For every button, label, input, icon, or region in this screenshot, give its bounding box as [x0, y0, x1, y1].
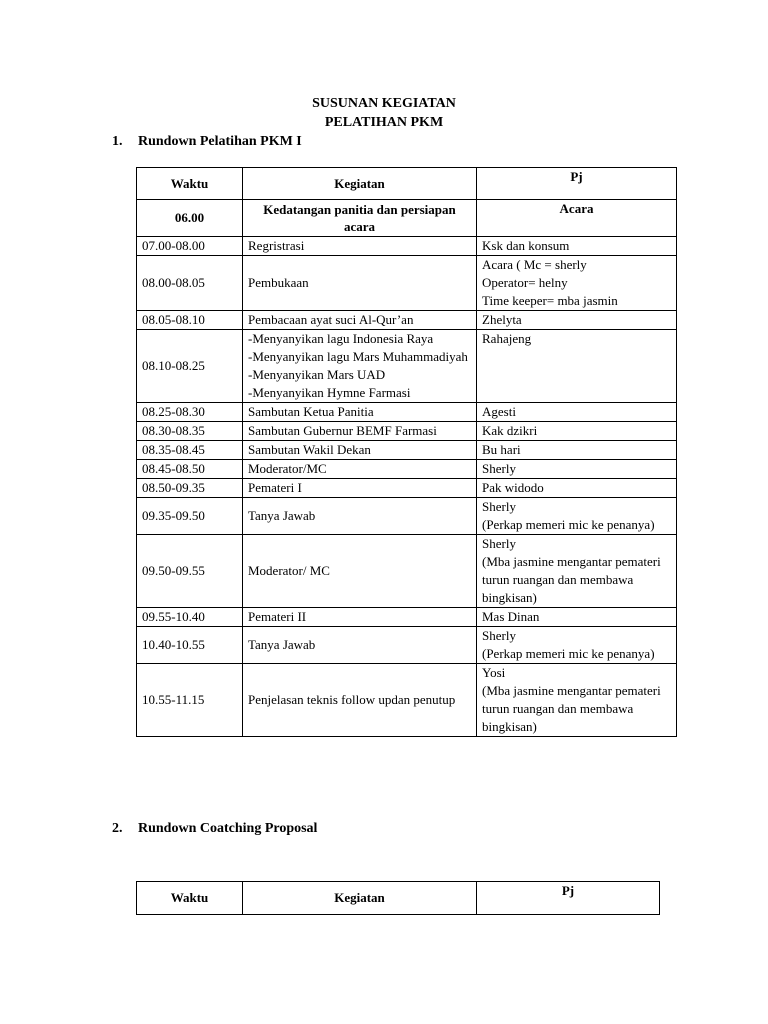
- pj-line: Pak widodo: [482, 480, 544, 495]
- kegiatan-line: Regristrasi: [248, 238, 305, 253]
- cell-kegiatan: [243, 460, 477, 479]
- kegiatan-line: -Menyanyikan lagu Indonesia Raya: [248, 331, 434, 346]
- cell-waktu: 10.40-10.55: [137, 627, 243, 664]
- pj-line: Ksk dan konsum: [482, 238, 570, 253]
- cell-waktu: 08.10-08.25: [137, 330, 243, 403]
- table2-header-waktu: Waktu: [137, 882, 243, 915]
- cell-kegiatan: [243, 403, 477, 422]
- kegiatan-line: Pemateri I: [248, 480, 302, 495]
- kegiatan-line: Penjelasan teknis follow updan penutup: [248, 692, 456, 707]
- cell-pj: [477, 330, 677, 403]
- pj-line: (Mba jasmine mengantar pemateri turun ruangan dan membawa bingkisan): [482, 683, 661, 734]
- table2-header-pj: Pj: [477, 882, 660, 915]
- pj-line: (Perkap memeri mic ke penanya): [482, 517, 655, 532]
- table-row: [137, 422, 677, 441]
- table-row: [137, 664, 677, 737]
- cell-waktu: 09.35-09.50: [137, 498, 243, 535]
- pj-line: Bu hari: [482, 442, 521, 457]
- kegiatan-line: Moderator/MC: [248, 461, 327, 476]
- kegiatan-line: -Menyanyikan Hymne Farmasi: [248, 385, 411, 400]
- cell-pj: [477, 311, 677, 330]
- kegiatan-line: Pembukaan: [248, 275, 309, 290]
- cell-waktu: 08.50-09.35: [137, 479, 243, 498]
- cell-waktu: 09.50-09.55: [137, 535, 243, 608]
- pj-line: Yosi: [482, 665, 506, 680]
- cell-kegiatan: [243, 256, 477, 311]
- rundown-table-2: [136, 881, 660, 915]
- cell-pj: [477, 498, 677, 535]
- cell-pj: [477, 535, 677, 608]
- kegiatan-line: Sambutan Gubernur BEMF Farmasi: [248, 423, 437, 438]
- cell-pj: [477, 460, 677, 479]
- table2-header-kegiatan: Kegiatan: [243, 882, 477, 915]
- cell-kegiatan: [243, 535, 477, 608]
- cell-waktu: 07.00-08.00: [137, 237, 243, 256]
- header-kegiatan: Kegiatan: [243, 168, 477, 200]
- kegiatan-line: Pembacaan ayat suci Al-Qur’an: [248, 312, 414, 327]
- pj-line: Time keeper= mba jasmin: [482, 293, 618, 308]
- table-row: [137, 330, 677, 403]
- cell-kegiatan: [243, 330, 477, 403]
- table-row: [137, 627, 677, 664]
- kegiatan-line: Sambutan Wakil Dekan: [248, 442, 371, 457]
- pj-line: Sherly: [482, 499, 516, 514]
- cell-kegiatan: [243, 627, 477, 664]
- cell-waktu: 08.25-08.30: [137, 403, 243, 422]
- pj-line: Sherly: [482, 536, 516, 551]
- cell-kegiatan: [243, 664, 477, 737]
- table-row: [137, 535, 677, 608]
- kegiatan-line: -Menyanyikan lagu Mars Muhammadiyah: [248, 349, 468, 364]
- subheader-kegiatan: Kedatangan panitia dan persiapan acara: [243, 200, 477, 237]
- pj-line: Sherly: [482, 628, 516, 643]
- pj-line: Kak dzikri: [482, 423, 538, 438]
- section1-number: 1.: [112, 134, 123, 149]
- header-pj: Pj: [477, 168, 677, 200]
- cell-kegiatan: [243, 498, 477, 535]
- kegiatan-line: -Menyanyikan Mars UAD: [248, 367, 386, 382]
- cell-pj: [477, 627, 677, 664]
- cell-pj: [477, 422, 677, 441]
- cell-waktu: 10.55-11.15: [137, 664, 243, 737]
- pj-line: (Perkap memeri mic ke penanya): [482, 646, 655, 661]
- cell-pj: [477, 608, 677, 627]
- kegiatan-line: Pemateri II: [248, 609, 307, 624]
- cell-waktu: 08.45-08.50: [137, 460, 243, 479]
- cell-pj: [477, 664, 677, 737]
- pj-line: Zhelyta: [482, 312, 522, 327]
- cell-kegiatan: [243, 608, 477, 627]
- subheader-row: [137, 200, 677, 237]
- cell-pj: [477, 441, 677, 460]
- table-row: [137, 237, 677, 256]
- cell-waktu: 08.30-08.35: [137, 422, 243, 441]
- cell-kegiatan: [243, 441, 477, 460]
- table-row: [137, 479, 677, 498]
- document-subtitle: PELATIHAN PKM: [324, 115, 444, 130]
- pj-line: (Mba jasmine mengantar pemateri turun ruangan dan membawa bingkisan): [482, 554, 661, 605]
- kegiatan-line: Tanya Jawab: [248, 508, 316, 523]
- section2-title: Rundown Coatching Proposal: [138, 821, 318, 836]
- subheader-waktu: 06.00: [137, 200, 243, 237]
- cell-waktu: 08.35-08.45: [137, 441, 243, 460]
- section1-title: Rundown Pelatihan PKM I: [138, 134, 302, 149]
- kegiatan-line: Tanya Jawab: [248, 637, 316, 652]
- table-row: [137, 608, 677, 627]
- table-row: [137, 498, 677, 535]
- table-row: [137, 441, 677, 460]
- pj-line: Sherly: [482, 461, 516, 476]
- cell-kegiatan: [243, 237, 477, 256]
- pj-line: Operator= helny: [482, 275, 568, 290]
- cell-waktu: 08.05-08.10: [137, 311, 243, 330]
- rundown-table-1: [136, 167, 677, 737]
- header-waktu: Waktu: [137, 168, 243, 200]
- cell-pj: [477, 256, 677, 311]
- pj-line: Agesti: [482, 404, 516, 419]
- document-title: SUSUNAN KEGIATAN: [312, 96, 456, 111]
- cell-pj: [477, 479, 677, 498]
- cell-pj: [477, 237, 677, 256]
- cell-kegiatan: [243, 422, 477, 441]
- section1-heading: [112, 134, 302, 150]
- table-row: [137, 256, 677, 311]
- subheader-pj: Acara: [477, 200, 677, 237]
- table-row: [137, 311, 677, 330]
- pj-line: Rahajeng: [482, 331, 532, 346]
- cell-kegiatan: [243, 479, 477, 498]
- section2-heading: [112, 821, 317, 837]
- kegiatan-line: Sambutan Ketua Panitia: [248, 404, 374, 419]
- table-row: [137, 403, 677, 422]
- table-row: [137, 460, 677, 479]
- pj-line: Mas Dinan: [482, 609, 540, 624]
- pj-line: Acara ( Mc = sherly: [482, 257, 587, 272]
- kegiatan-line: Moderator/ MC: [248, 563, 330, 578]
- cell-pj: [477, 403, 677, 422]
- cell-waktu: 08.00-08.05: [137, 256, 243, 311]
- cell-kegiatan: [243, 311, 477, 330]
- cell-waktu: 09.55-10.40: [137, 608, 243, 627]
- section2-number: 2.: [112, 821, 123, 836]
